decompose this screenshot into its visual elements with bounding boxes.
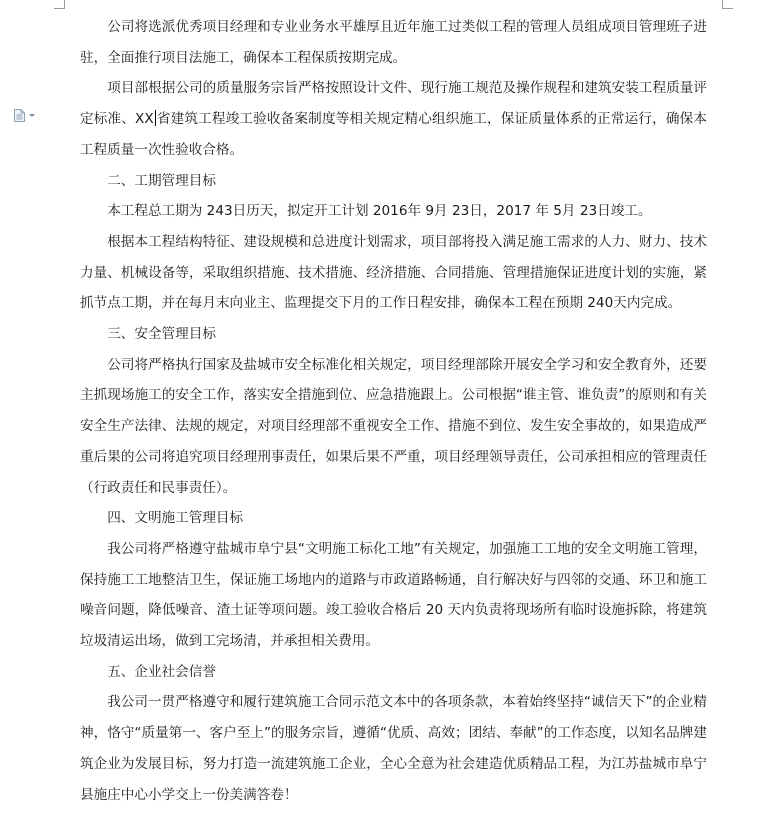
paragraph-reputation: 我公司一贯严格遵守和履行建筑施工合同示范文本中的各项条款，本着始终坚持“诚信天下”的企业精神，恪守“质量第一、客户至上”的服务宗旨，遵循“优质、高效；团结、奉献”的工作态度，以知名品牌建筑企业为发展目标，努力打造一流建筑施工企业，全心全意为社会建造优质精品工程，为江苏盐城市阜宁县施庄中心小学交上一份美满答卷！: [80, 694, 707, 803]
section-heading-schedule: 二、工期管理目标: [107, 172, 216, 189]
section-heading-civilized-construction: 四、文明施工管理目标: [107, 510, 244, 527]
text-cursor: [155, 110, 156, 126]
paragraph-text-before-cursor: 项目部根据公司的质量服务宗旨严格按照设计文件、现行施工规范及操作规程和建筑安装工程质量评定标准、XX: [80, 80, 707, 128]
section-heading-reputation: 五、企业社会信誉: [107, 663, 216, 680]
paragraph-team-organization: 公司将选派优秀项目经理和专业业务水平雄厚且近年施工过类似工程的管理人员组成项目管理班子进驻，全面推行项目法施工，确保本工程保质按期完成。: [80, 19, 707, 66]
paragraph-quality-standards: [80, 73, 707, 165]
paragraph-text-after-cursor: 省建筑工程竣工验收备案制度等相关规定精心组织施工，保证质量体系的正常运行，确保本工程质量一次性验收合格。: [80, 111, 708, 158]
document-body[interactable]: [80, 12, 707, 810]
paragraph-civilized-construction: 我公司将严格遵守盐城市阜宁县“文明施工标化工地”有关规定，加强施工工地的安全文明施工管理，保持施工工地整洁卫生，保证施工场地内的道路与市政道路畅通，自行解决好与四邻的交通、环卫和施工噪音问题，降低噪音、渣土证等项问题。竣工验收合格后 20 天内负责将现场所有临时设施拆除，将建筑垃圾清运出场，做到工完场清，并承担相关费用。: [80, 540, 707, 650]
paste-options-button[interactable]: [14, 108, 42, 122]
paragraph-safety: 公司将严格执行国家及盐城市安全标准化相关规定，项目经理部除开展安全学习和安全教育外，还要主抓现场施工的安全工作，落实安全措施到位、应急措施跟上。公司根据“谁主管、谁负责”的原则和有关安全生产法律、法规的规定，对项目经理部不重视安全工作、措施不到位、发生安全事故的，如果造成严重后果的公司将追究项目经理刑事责任，如果后果不严重，项目经理领导责任，公司承担相应的管理责任（行政责任和民事责任）。: [80, 356, 707, 496]
paragraph-schedule-resources: 根据本工程结构特征、建设规模和总进度计划需求，项目部将投入满足施工需求的人力、财力、技术力量、机械设备等，采取组织措施、技术措施、经济措施、合同措施、管理措施保证进度计划的实施，紧抓节点工期，并在每月末向业主、监理提交下月的工作日程安排，确保本工程在预期 240天内完成。: [80, 233, 707, 312]
paragraph-schedule-dates: 本工程总工期为 243日历天，拟定开工计划 2016年 9月 23日，2017 年 5月 23日竣工。: [107, 203, 652, 220]
page-corner-mark-right: [722, 0, 733, 9]
document-paste-icon: [14, 109, 25, 122]
page-corner-mark-left: [54, 0, 65, 9]
section-heading-safety: 三、安全管理目标: [107, 326, 216, 343]
chevron-down-icon: [29, 114, 35, 117]
